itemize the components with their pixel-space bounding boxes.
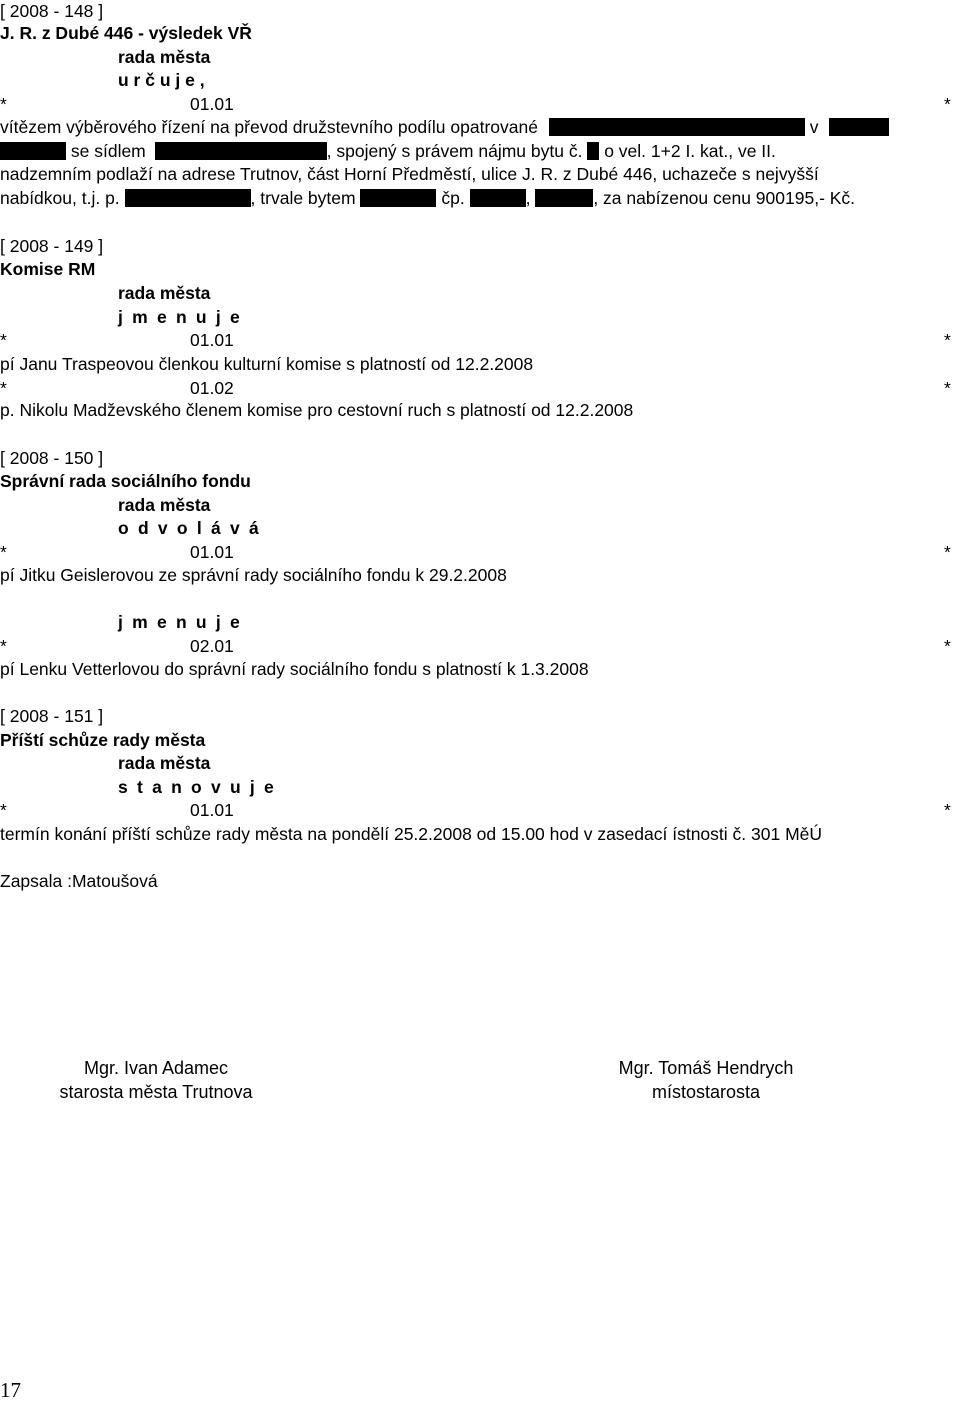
signatory-role: starosta města Trutnova — [59, 1082, 253, 1102]
redaction-bar — [549, 118, 805, 136]
signatory-role: místostarosta — [651, 1082, 761, 1102]
resolution-verb: o d v o l á v á — [118, 518, 261, 538]
item-number-row — [0, 377, 960, 399]
redaction-bar — [829, 118, 889, 136]
item-text: pí Janu Traspeovou členkou kulturní komise s platností od 12.2.2008 — [0, 354, 534, 374]
asterisk-right: * — [944, 378, 951, 398]
body-line — [0, 140, 776, 162]
text-segment: se sídlem — [70, 141, 146, 161]
redaction-bar — [587, 142, 599, 160]
asterisk-right: * — [944, 800, 951, 820]
item-number: 01.01 — [190, 542, 234, 562]
recorder-note: Zapsala :Matoušová — [0, 871, 158, 891]
resolution-title: Komise RM — [0, 259, 96, 279]
item-number-row — [0, 635, 960, 657]
text-segment: , za nabízenou cenu 900195,- Kč. — [593, 188, 856, 208]
asterisk-right: * — [944, 542, 951, 562]
item-number-row — [0, 329, 960, 351]
item-text: p. Nikolu Madževského členem komise pro cestovní ruch s platností od 12.2.2008 — [0, 400, 634, 420]
body-line — [0, 187, 855, 209]
asterisk-left: * — [0, 800, 7, 820]
text-segment: v — [809, 117, 819, 137]
item-number: 01.02 — [190, 378, 234, 398]
council-label: rada města — [118, 47, 211, 67]
resolution-verb: u r č u j e , — [118, 70, 205, 90]
item-number-row — [0, 799, 960, 821]
council-label: rada města — [118, 495, 211, 515]
resolution-number: [ 2008 - 150 ] — [0, 448, 104, 468]
item-number: 01.01 — [190, 330, 234, 350]
redaction-bar — [0, 142, 66, 160]
text-segment: čp. — [441, 188, 465, 208]
page-number: 17 — [0, 1378, 21, 1402]
asterisk-left: * — [0, 542, 7, 562]
item-number-row — [0, 93, 960, 115]
asterisk-right: * — [944, 636, 951, 656]
redaction-bar — [360, 189, 436, 207]
resolution-number: [ 2008 - 151 ] — [0, 706, 104, 726]
resolution-verb: j m e n u j e — [118, 307, 242, 327]
text-segment: vítězem výběrového řízení na převod družstevního podílu opatrované — [0, 117, 538, 137]
item-text: pí Lenku Vetterlovou do správní rady sociálního fondu s platností k 1.3.2008 — [0, 659, 589, 679]
asterisk-left: * — [0, 378, 7, 398]
body-line — [0, 116, 889, 138]
council-label: rada města — [118, 753, 211, 773]
signatory-name: Mgr. Ivan Adamec — [83, 1058, 229, 1078]
redaction-bar — [535, 189, 593, 207]
text-segment: o vel. 1+2 I. kat., ve II. — [604, 141, 776, 161]
body-line: nadzemním podlaží na adrese Trutnov, část Horní Předměstí, ulice J. R. z Dubé 446, uchazeče s nejvyšší — [0, 164, 819, 184]
resolution-number: [ 2008 - 148 ] — [0, 1, 104, 21]
resolution-title: Příští schůze rady města — [0, 730, 206, 750]
asterisk-left: * — [0, 330, 7, 350]
text-segment: , spojený s právem nájmu bytu č. — [326, 141, 583, 161]
council-label: rada města — [118, 283, 211, 303]
resolution-verb: j m e n u j e — [118, 612, 242, 632]
item-number: 01.01 — [190, 94, 234, 114]
signature-left — [6, 1056, 306, 1104]
resolution-verb: s t a n o v u j e — [118, 777, 276, 797]
item-number: 01.01 — [190, 800, 234, 820]
resolution-title: Správní rada sociálního fondu — [0, 471, 251, 491]
redaction-bar — [470, 189, 526, 207]
asterisk-left: * — [0, 636, 7, 656]
text-segment: , — [525, 188, 531, 208]
text-segment: , trvale bytem — [250, 188, 356, 208]
resolution-title: J. R. z Dubé 446 - výsledek VŘ — [0, 23, 252, 43]
text-segment: nabídkou, t.j. p. — [0, 188, 120, 208]
asterisk-left: * — [0, 94, 7, 114]
item-text: termín konání příští schůze rady města na pondělí 25.2.2008 od 15.00 hod v zasedací ístnosti č. 301 MěÚ — [0, 824, 823, 844]
item-number: 02.01 — [190, 636, 234, 656]
asterisk-right: * — [944, 330, 951, 350]
item-text: pí Jitku Geislerovou ze správní rady sociálního fondu k 29.2.2008 — [0, 565, 507, 585]
asterisk-right: * — [944, 94, 951, 114]
signatory-name: Mgr. Tomáš Hendrych — [618, 1058, 794, 1078]
resolution-number: [ 2008 - 149 ] — [0, 236, 104, 256]
redaction-bar — [125, 189, 251, 207]
item-number-row — [0, 541, 960, 563]
redaction-bar — [155, 142, 327, 160]
signature-right — [576, 1056, 836, 1104]
